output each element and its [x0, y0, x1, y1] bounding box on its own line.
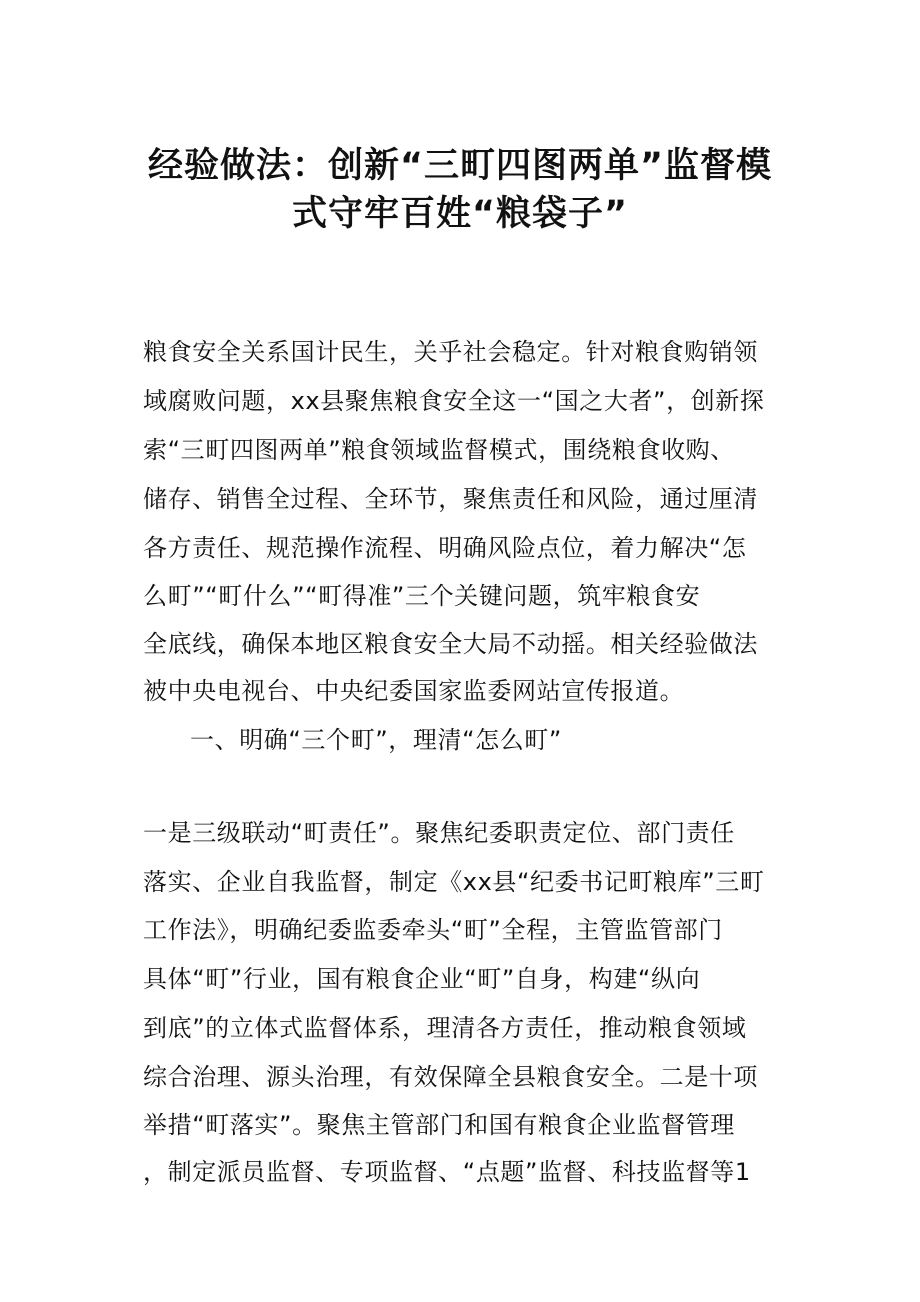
paragraph-line: 被中央电视台、中央纪委国家监委网站宣传报道。: [143, 677, 685, 705]
paragraph-line: 各方责任、规范操作流程、明确风险点位，着力解决“怎: [143, 534, 747, 562]
paragraph-line: 落实、企业自我监督，制定《xx县“纪委书记町粮库”三町: [143, 868, 765, 896]
paragraph-line: 储存、销售全过程、全环节，聚焦责任和风险，通过厘清: [143, 485, 758, 513]
paragraph-line: 索“三町四图两单”粮食领域监督模式，围绕粮食收购、: [143, 436, 735, 464]
paragraph-line: 具体“町”行业，国有粮食企业“町”自身，构建“纵向: [143, 965, 701, 993]
paragraph-line: 一是三级联动“町责任”。聚焦纪委职责定位、部门责任: [143, 819, 735, 847]
paragraph-line: 域腐败问题，xx县聚焦粮食安全这一“国之大者”，创新探: [143, 387, 765, 415]
paragraph-line: 综合治理、源头治理，有效保障全县粮食安全。二是十项: [143, 1063, 758, 1091]
paragraph-line: 么町”“町什么”“町得准”三个关键问题，筑牢粮食安: [143, 582, 701, 610]
paragraph-line: 举措“町落实”。聚焦主管部门和国有粮食企业监督管理: [143, 1111, 735, 1139]
paragraph-line: 粮食安全关系国计民生，关乎社会稳定。针对粮食购销领: [143, 338, 758, 366]
section-heading: 一、明确“三个町”，理清“怎么町”: [190, 726, 562, 754]
paragraph-line: 工作法》，明确纪委监委牵头“町”全程，主管监管部门: [143, 916, 723, 944]
paragraph-line: 到底”的立体式监督体系，理清各方责任，推动粮食领域: [143, 1014, 747, 1042]
document-title-line-1: 经验做法：创新“三町四图两单”监督模: [147, 146, 772, 186]
paragraph-line: ，制定派员监督、专项监督、“点题”监督、科技监督等1: [143, 1158, 751, 1186]
document-title-line-2: 式守牢百姓“粮袋子”: [291, 194, 628, 234]
paragraph-line: 全底线，确保本地区粮食安全大局不动摇。相关经验做法: [143, 630, 758, 658]
